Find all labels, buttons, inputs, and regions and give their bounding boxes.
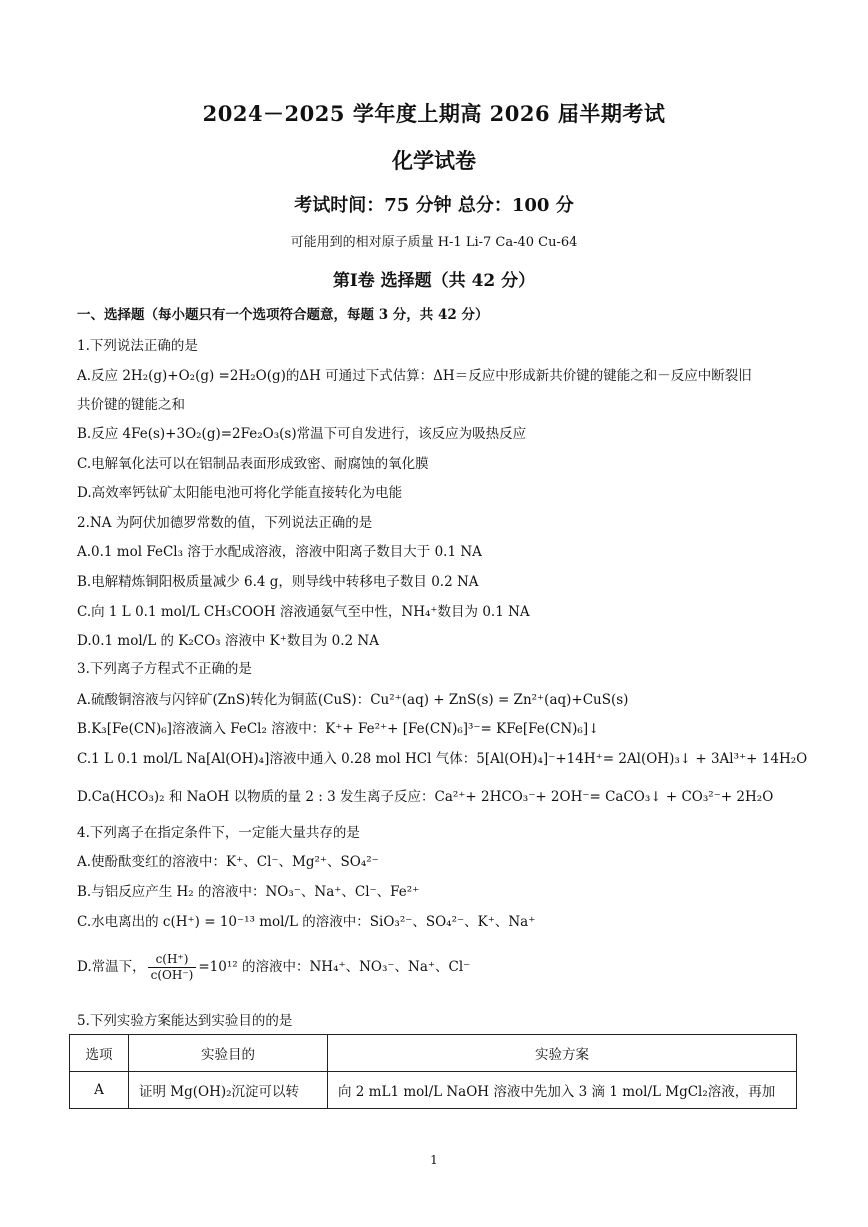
- cell-option: A: [70, 1072, 129, 1109]
- question-line: B.反应 4Fe(s)+3O₂(g)=2Fe₂O₃(s)常温下可自发进行，该反应为吸热反应: [77, 426, 527, 442]
- cell-purpose: 证明 Mg(OH)₂沉淀可以转: [129, 1072, 328, 1109]
- atomic-masses: 可能用到的相对原子质量 H-1 Li-7 Ca-40 Cu-64: [290, 235, 578, 250]
- question-line: 1.下列说法正确的是: [77, 338, 198, 354]
- question-line: D.0.1 mol/L 的 K₂CO₃ 溶液中 K⁺数目为 0.2 NA: [77, 633, 379, 649]
- concentration-ratio: [148, 952, 197, 983]
- part-title: 第Ⅰ卷 选择题（共 42 分）: [332, 271, 536, 291]
- subject-title: 化学试卷: [392, 148, 476, 173]
- question-line: A.使酚酞变红的溶液中：K⁺、Cl⁻、Mg²⁺、SO₄²⁻: [77, 854, 379, 870]
- experiment-table: [69, 1034, 797, 1109]
- header-purpose: 实验目的: [129, 1035, 328, 1072]
- question-5: 5.下列实验方案能达到实验目的的是: [77, 1013, 293, 1029]
- question-line: A.0.1 mol FeCl₃ 溶于水配成溶液，溶液中阳离子数目大于 0.1 NA: [77, 544, 482, 560]
- fraction-denominator: c(OH⁻): [150, 968, 194, 982]
- table-row: [70, 1072, 797, 1109]
- page-number: 1: [430, 1153, 438, 1167]
- question-line: C.电解氧化法可以在铝制品表面形成致密、耐腐蚀的氧化膜: [77, 456, 429, 472]
- header-option: 选项: [70, 1035, 129, 1072]
- question-line: 共价键的键能之和: [77, 397, 185, 413]
- question-line: C.向 1 L 0.1 mol/L CH₃COOH 溶液通氨气至中性，NH₄⁺数目为 0.1 NA: [77, 604, 530, 620]
- header-plan: 实验方案: [328, 1035, 797, 1072]
- question-line: 4.下列离子在指定条件下，一定能大量共存的是: [77, 825, 360, 841]
- fraction-numerator: c(H⁺): [148, 952, 197, 968]
- question-line: B.电解精炼铜阳极质量减少 6.4 g，则导线中转移电子数目 0.2 NA: [77, 574, 479, 590]
- question-line: C.水电离出的 c(H⁺) = 10⁻¹³ mol/L 的溶液中：SiO₃²⁻、SO₄²⁻、K⁺、Na⁺: [77, 914, 536, 930]
- question-line: A.硫酸铜溶液与闪锌矿(ZnS)转化为铜蓝(CuS)：Cu²⁺(aq) + ZnS(s) = Zn²⁺(aq)+CuS(s): [77, 692, 629, 708]
- section-heading: 一、选择题（每小题只有一个选项符合题意，每题 3 分，共 42 分）: [77, 307, 489, 323]
- exam-title: 2024－2025 学年度上期高 2026 届半期考试: [202, 101, 666, 126]
- table-header-row: [70, 1035, 797, 1072]
- question-line: B.K₃[Fe(CN)₆]溶液滴入 FeCl₂ 溶液中：K⁺+ Fe²⁺+ [Fe(CN)₆]³⁻= KFe[Fe(CN)₆]↓: [77, 721, 600, 737]
- question-line: 2.NA 为阿伏加德罗常数的值，下列说法正确的是: [77, 515, 373, 531]
- question-line: C.1 L 0.1 mol/L Na[Al(OH)₄]溶液中通入 0.28 mol HCl 气体：5[Al(OH)₄]⁻+14H⁺= 2Al(OH)₃↓ + 3Al³⁺+ 14H₂O: [77, 751, 808, 767]
- cell-plan: 向 2 mL1 mol/L NaOH 溶液中先加入 3 滴 1 mol/L MgCl₂溶液，再加: [328, 1072, 797, 1109]
- q4d-prefix: D.常温下，: [77, 959, 146, 975]
- question-line: A.反应 2H₂(g)+O₂(g) =2H₂O(g)的ΔH 可通过下式估算：ΔH＝反应中形成新共价键的键能之和－反应中断裂旧: [77, 368, 752, 384]
- q4d-suffix: =10¹² 的溶液中：NH₄⁺、NO₃⁻、Na⁺、Cl⁻: [198, 959, 471, 975]
- question-line: D.Ca(HCO₃)₂ 和 NaOH 以物质的量 2 : 3 发生离子反应：Ca²⁺+ 2HCO₃⁻+ 2OH⁻= CaCO₃↓ + CO₃²⁻+ 2H₂O: [77, 789, 774, 805]
- question-line: B.与铝反应产生 H₂ 的溶液中：NO₃⁻、Na⁺、Cl⁻、Fe²⁺: [77, 884, 420, 900]
- question-line: D.高效率钙钛矿太阳能电池可将化学能直接转化为电能: [77, 485, 403, 501]
- question-4d: [77, 952, 470, 983]
- question-line: 3.下列离子方程式不正确的是: [77, 661, 252, 677]
- exam-info: 考试时间：75 分钟 总分：100 分: [294, 195, 574, 216]
